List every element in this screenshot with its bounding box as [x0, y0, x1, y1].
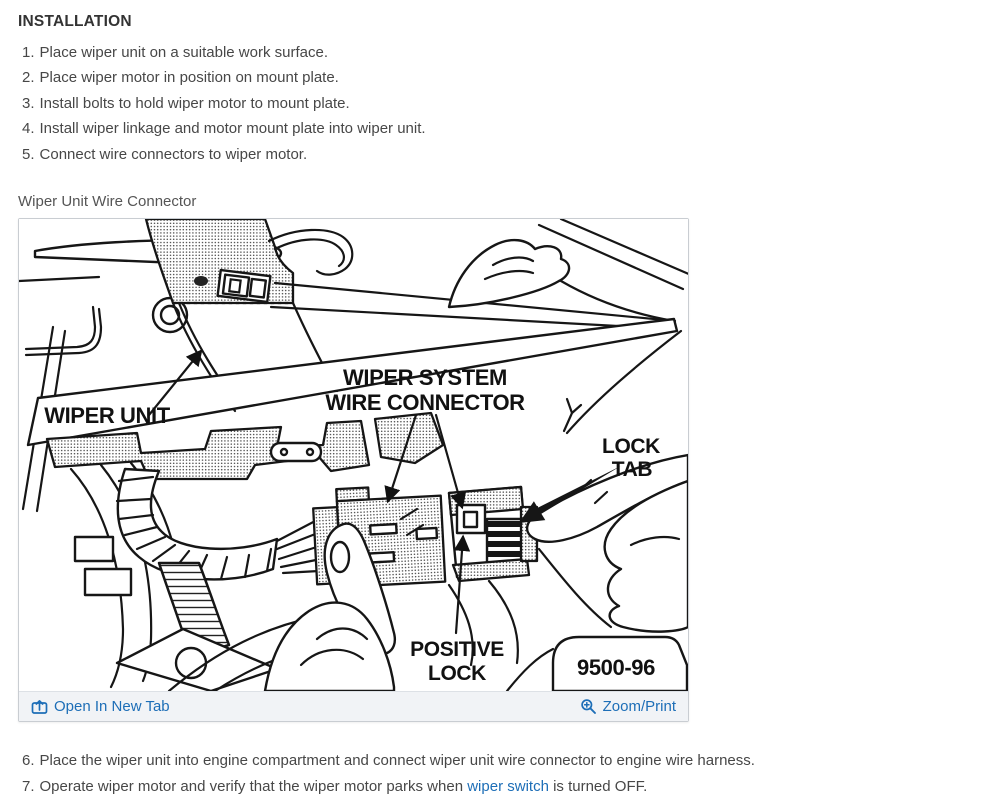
figure-toolbar: [19, 691, 688, 721]
step-text: Operate wiper motor and verify that the wiper motor parks when: [39, 778, 468, 796]
list-item: [22, 774, 982, 800]
list-item: [22, 65, 982, 90]
pillar-rivet: [194, 276, 208, 286]
post-installation-steps: [18, 748, 982, 800]
zoom-plus-icon: [580, 698, 597, 715]
pillar-switch: [218, 270, 271, 302]
step-text: Place the wiper unit into engine compartment and connect wiper unit wire connector to engine wire harness.: [39, 752, 755, 770]
thumbnail: [331, 542, 349, 572]
wiper-unit-wire-connector-diagram: [19, 219, 688, 691]
list-item: [22, 91, 982, 116]
open-in-new-tab-label: Open In New Tab: [54, 698, 170, 716]
step-number: 4.: [22, 120, 35, 138]
zoom-print-link[interactable]: [580, 698, 676, 715]
figure-frame: [18, 218, 689, 722]
step-number: 5.: [22, 145, 35, 163]
label-positive-lock-1: POSITIVE: [410, 638, 504, 662]
list-item: [22, 116, 982, 141]
open-in-new-tab-link[interactable]: [31, 698, 170, 715]
positive-lock: [464, 512, 477, 527]
step-text: Connect wire connectors to wiper motor.: [39, 145, 308, 163]
step-text: is turned OFF.: [548, 778, 648, 796]
step-number: 1.: [22, 44, 35, 61]
step-text: Place wiper unit on a suitable work surface.: [39, 44, 328, 61]
figure-caption: Wiper Unit Wire Connector: [18, 193, 197, 211]
section-heading: INSTALLATION: [18, 13, 132, 30]
wiper-switch-link[interactable]: wiper switch: [467, 778, 549, 796]
step-number: 6.: [22, 752, 35, 770]
open-in-new-tab-icon: [31, 698, 48, 715]
step-number: 7.: [22, 778, 35, 796]
step-text: Install bolts to hold wiper motor to mount plate.: [39, 94, 350, 112]
step-number: 2.: [22, 69, 35, 87]
step-text: Install wiper linkage and motor mount plate into wiper unit.: [39, 120, 426, 138]
list-item: [22, 748, 982, 774]
installation-steps: [18, 40, 982, 167]
label-wire-connector-2: WIRE CONNECTOR: [325, 390, 525, 416]
step-text: Place wiper motor in position on mount plate.: [39, 69, 339, 87]
label-lock-tab-2: TAB: [611, 458, 653, 482]
figure-code: 9500-96: [577, 655, 655, 681]
zoom-print-label: Zoom/Print: [602, 698, 676, 716]
list-item: [22, 142, 982, 167]
label-positive-lock-2: LOCK: [428, 662, 486, 686]
label-wire-connector-1: WIPER SYSTEM: [343, 365, 507, 391]
list-item: [22, 40, 982, 65]
label-wiper-unit: WIPER UNIT: [44, 403, 170, 429]
step-number: 3.: [22, 94, 35, 112]
label-lock-tab-1: LOCK: [602, 435, 660, 459]
